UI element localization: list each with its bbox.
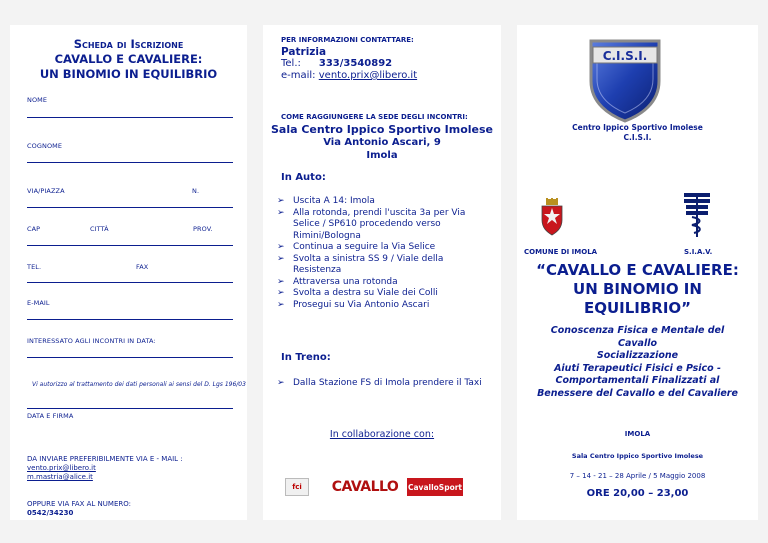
cavallosport-logo [407,478,463,496]
form-title-line3: UN BINOMIO IN EQUILIBRIO [39,67,218,81]
citta-label: CITTÀ [90,225,109,233]
data-firma-field[interactable] [27,408,233,409]
contact-email-label: e-mail: [281,70,316,81]
interessato-label: INTERESSATO AGLI INCONTRI IN DATA: [27,337,156,345]
cover-hours: ORE 20,00 – 23,00 [586,488,689,499]
topic-line: Comportamentali Finalizzati al [555,375,720,386]
siav-caduceus-icon [684,193,710,237]
contact-name: Patrizia [281,46,327,58]
train-header: In Treno: [281,352,331,363]
car-step: ➢ Alla rotonda, prendi l'uscita 3a per Via Selice / SP610 procedendo verso Rimini/Bologna [277,208,491,243]
cisi-shield-logo [585,35,665,125]
car-step: ➢ Svolta a sinistra SS 9 / Viale della Resistenza [277,254,491,277]
car-step: ➢ Svolta a destra su Viale dei Colli [277,288,491,300]
cognome-label: COGNOME [27,142,63,150]
fci-logo [285,478,309,496]
fax-number: 0542/34230 [27,509,74,517]
collaboration-text: In collaborazione con: [329,429,435,440]
car-header: In Auto: [281,172,326,183]
comune-imola-crest-icon [539,198,565,236]
sponsor-logos [285,478,485,496]
fax-label: FAX [136,263,149,271]
data-firma-label: DATA E FIRMA [27,412,74,420]
tel-label: TEL. [27,263,42,271]
email-label: E-MAIL [27,299,50,307]
registration-form-panel [10,25,247,520]
tel-label: Tel.: [281,58,301,69]
cap-label: CAP [27,225,41,233]
send-email-link-2[interactable]: m.mastria@alice.it [27,473,93,481]
train-directions-list [277,378,491,390]
cavallo-logo [327,478,403,496]
centro-line2: C.I.S.I. [623,133,652,142]
fax-intro: OPPURE VIA FAX AL NUMERO: [27,500,131,508]
send-instructions [27,455,183,482]
train-step: ➢ Dalla Stazione FS di Imola prendere il Taxi [277,378,491,390]
form-title [10,37,247,82]
contact-block [281,46,417,82]
tel-number: 333/3540892 [318,58,393,69]
email-field[interactable] [27,319,233,320]
send-email-link-1[interactable]: vento.prix@libero.it [27,464,96,472]
topic-line: Cavallo [617,337,658,349]
collaboration-label [263,429,501,440]
shield-text: C.I.S.I. [602,49,648,63]
fax-instructions [27,500,131,518]
nome-label: NOME [27,96,48,104]
form-title-line2: CAVALLO E CAVALIERE: [54,52,203,66]
tel-field[interactable] [27,282,233,283]
centro-label [517,123,758,143]
siav-label: S.I.A.V. [684,248,713,256]
venue-block [263,123,501,162]
contact-email-link[interactable]: vento.prix@libero.it [318,70,418,81]
cover-panel [517,25,758,520]
topics-list [517,325,758,400]
via-label: VIA/PIAZZA [27,187,65,195]
cover-venue: Sala Centro Ippico Sportivo Imolese [571,452,704,460]
topic-line: Aiuti Terapeutici Fisici e Psico - [554,362,721,374]
cover-title [517,261,758,318]
prov-label: PROV. [193,225,213,233]
centro-line1: Centro Ippico Sportivo Imolese [572,123,703,132]
topic-line: Socializzazione [596,350,679,361]
info-panel [263,25,501,520]
privacy-note: Vi autorizzo al trattamento dei dati personali ai sensi del D. Lgs 196/03 [32,381,246,388]
indirizzo-field[interactable] [27,207,233,208]
citta-field[interactable] [27,245,233,246]
fci-logo-text: fci [292,483,302,491]
interessato-field[interactable] [27,357,233,358]
numero-label: N. [192,187,200,195]
comune-imola-label: COMUNE DI IMOLA [524,248,598,256]
send-intro: DA INVIARE PREFERIBILMENTE VIA E - MAIL : [27,455,183,463]
directions-header: COME RAGGIUNGERE LA SEDE DEGLI INCONTRI: [281,113,468,121]
cover-title-line1: “CAVALLO E CAVALIERE: [536,261,739,279]
venue-city: Imola [366,150,398,161]
car-step: ➢ Continua a seguire la Via Selice [277,242,491,254]
form-title-line1a: Scheda di [73,37,127,51]
nome-field[interactable] [27,117,233,118]
venue-address: Via Antonio Ascari, 9 [323,137,441,148]
topic-line: Benessere del Cavallo e del Cavaliere [537,387,738,399]
cover-city: IMOLA [624,430,651,438]
cover-dates: 7 – 14 - 21 – 28 Aprile / 5 Maggio 2008 [569,472,706,480]
car-step: ➢ Uscita A 14: Imola [277,196,491,208]
form-title-line1b: Iscrizione [130,37,184,51]
cognome-field[interactable] [27,162,233,163]
cavallo-logo-text: CAVALLO [331,479,399,495]
car-step: ➢ Attraversa una rotonda [277,277,491,289]
car-step: ➢ Prosegui su Via Antonio Ascari [277,300,491,312]
contact-header: PER INFORMAZIONI CONTATTARE: [281,36,414,44]
car-directions-list [277,196,491,311]
cover-title-line2: UN BINOMIO IN [573,280,702,298]
topic-line: Conoscenza Fisica e Mentale del [550,325,725,336]
cavallosport-logo-text: CavalloSport [407,482,463,492]
cover-title-line3: EQUILIBRIO” [583,299,692,317]
venue-name: Sala Centro Ippico Sportivo Imolese [270,123,494,136]
